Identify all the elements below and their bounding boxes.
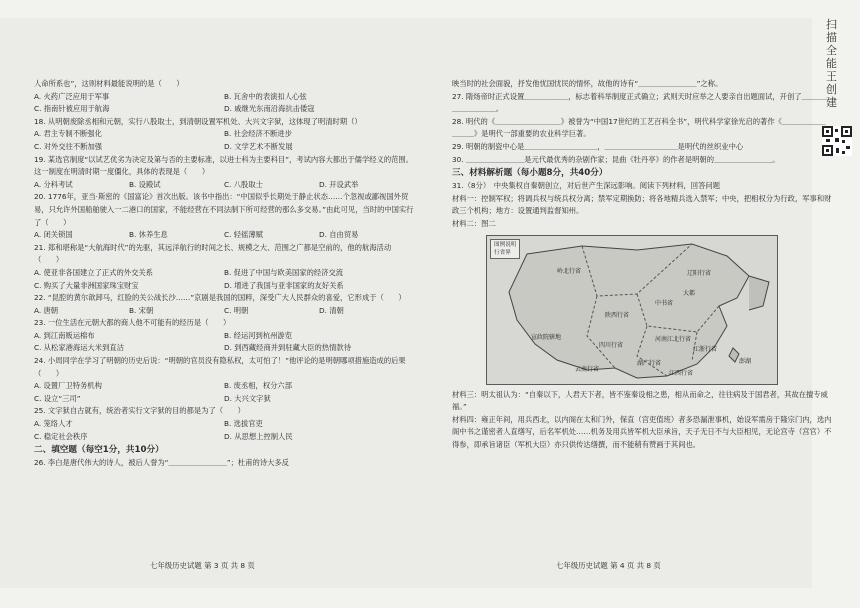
q22: 22. “昆腔的黄尔歆卸马，红脸的关公战长沙……”京剧是我国的国粹，深受广大人民群众的喜爱，它形成于（ ） xyxy=(34,293,406,303)
q31-material3: 材料三：明太祖认为：“自秦以下，人君天下者，皆不鉴秦设相之患，相从而命之，往往病及于国君者，其故在擅专威福。” xyxy=(452,389,828,412)
q30: 30. ＿＿＿＿＿＿＿＿是元代最优秀的杂剧作家；昆曲《牡丹亭》的作者是明朝的＿＿＿＿＿＿＿＿。 xyxy=(452,154,780,164)
q21: 21. 郑和堪称是“大航海时代”的先驱，其远洋航行的时间之长、规模之大、范围之广都是空前的，他的航海活动（ ） xyxy=(34,242,392,265)
q24: 24. 小周同学在学习了明朝的历史后说：“明朝的官员没有隐私权，太可怕了！”他评论的是明朝哪项措施造成的后果（ ） xyxy=(34,356,406,378)
q28: 28. 明代的《＿＿＿＿＿＿＿＿＿》被誉为“中国17世纪的工艺百科全书”，明代科学家徐光启的著作《＿＿＿＿＿＿＿＿＿》是明代一部重要的农业科学巨著。 xyxy=(452,116,826,139)
q17-options: A. 火药广泛应用于军事 B. 瓦舍中的表演扣人心弦 xyxy=(34,91,307,101)
q23: 23. 一位生活在元朝大都的商人他不可能有的经历是（ ） xyxy=(34,318,231,328)
q16-tail: 人命所系也”，这则材料最能说明的是（ ） xyxy=(34,79,184,88)
map-label-dadu: 大都 xyxy=(683,289,696,297)
q26-tail: 映当时的社会面貌，抒发他忧国忧民的情怀，故他的诗有“＿＿＿＿＿＿＿＿”之称。 xyxy=(452,79,723,88)
q31-material4: 材料四：雍正年间，用兵西北，以内阁在太和门外，保直（宫吏值班）者多恐漏泄事机，始设军需房于隆宗门内，选内阁中书之谨密者人直缮写，后名军机处……机务及用兵皆军机大臣承旨，天子无日不与大臣相见，无论宫寺（宫官）不得参，即承旨诸臣（军机大臣）亦只供传达缮撰，而不能稍有赞画于其间也。 xyxy=(452,414,832,449)
q26: 26. 李白是唐代伟大的诗人，被后人誉为“＿＿＿＿＿＿＿＿”；杜甫的诗大多反 xyxy=(34,458,289,468)
qr-code-icon xyxy=(822,126,852,156)
q31-material1: 材料一：控制军权；将调兵权与统兵权分离；禁军定期换防；将各地精兵选入禁军；中央，把相权分为行政，军事和财政三个机构；地方：设置通判监督知州。 xyxy=(452,193,832,216)
map-drawing xyxy=(487,236,777,384)
map-label-yunnan: 云南行省 xyxy=(575,365,600,373)
map-label-xuanzhengyuan: 宣政院辖地 xyxy=(531,333,562,341)
section-fill-in-title: 二、填空题（每空1分，共10分） xyxy=(34,445,164,456)
q25: 25. 文字狱自古就有，统治者实行文字狱的目的都是为了（ ） xyxy=(34,406,245,416)
map-label-sichuan: 四川行省 xyxy=(599,341,624,349)
map-label-huguang: 湖广行省 xyxy=(637,359,662,367)
map-label-penghu: 澎湖 xyxy=(739,357,752,365)
map-label-lingbei: 岭北行省 xyxy=(557,267,582,275)
section-analysis-title: 三、材料解析题（每小题8分，共40分） xyxy=(452,168,608,179)
q31-material2-label: 材料二：图二 xyxy=(452,218,496,228)
map-label-zhongshu: 中书省 xyxy=(655,299,674,307)
page-4 xyxy=(452,78,832,452)
page-3-footer: 七年级历史试题 第 3 页 共 8 页 xyxy=(150,561,255,570)
map-label-jiangxi: 江西行省 xyxy=(669,369,694,377)
map-label-jiangzhe: 江浙行省 xyxy=(693,345,718,353)
map-label-liaoyang: 辽阳行省 xyxy=(687,269,712,277)
yuan-dynasty-map xyxy=(486,235,778,385)
q31-intro: 31.（8分） 中央集权自秦朝创立，对后世产生深远影响。阅读下列材料，回答问题 xyxy=(452,181,720,191)
q27: 27. 隋炀帝时正式设置＿＿＿＿＿＿，标志着科举制度正式确立；武则天时应举之人要亲自出题面试，开创了＿＿＿＿＿＿＿＿＿＿。 xyxy=(452,91,831,114)
page-4-footer: 七年级历史试题 第 4 页 共 8 页 xyxy=(556,561,661,570)
map-legend: 图例说明 行省界 xyxy=(490,239,520,259)
map-label-henan: 河南江北行省 xyxy=(655,335,692,343)
q29: 29. 明朝的制瓷中心是＿＿＿＿＿＿＿＿＿＿，＿＿＿＿＿＿＿＿＿＿是明代的丝织业中心 xyxy=(452,141,744,151)
q20: 20. 1776年，亚当·斯密的《国富论》首次出版。该书中指出：“中国似乎长期处于静止状态……个忽视或鄙视国外贸易，只允许外国船舶驶入一二港口的国家，不能经营在不同法制下所可经营的那么多交易。”由此可见，当时的中国实行了（ ） xyxy=(34,192,414,227)
map-label-shaanxi: 陕西行省 xyxy=(605,311,630,319)
page-3: 人命所系也”，这则材料最能说明的是（ ） A. 火药广泛应用于军事 B. 瓦舍中的表演扣人心弦 C. 指南针被应用于航海 D. 戚继光东南沿海抗击倭寇 18. 从明朝废除丞相和元朝，实行八股取士，到清朝设置军机处、大兴文字狱，这体现了明清时期（） A. 君主专制不断强化 B. 社会经济不断进步 C. 对外交往不断加强 D. 文学艺术不断发展 19. 某选官制度“以试艺优劣为决定及第与否的主要标准，以进士科为主要科目”，考试内容大都出于儒学经义的范围。这一制度在明清时期一度僵化，具体的表现是（ ） A. 分科考试 B. 设殿试 C. 八股取士 D. 开设武举 20. 1776年，亚当·斯密的《国富论》首次出版。该书中指出：“中国似乎长期处于静止状态……个忽视或鄙视国外贸易，只允许外国船舶驶入一二港口的国家，不能经营在不同法制下所可经营的那么多交易。”由此可见，当时的中国实行了（ ） A. 闭关锁国 B. 休养生息 C. 轻徭薄赋 D. 自由贸易 21. 郑和堪称是“大航海时代”的先驱，其远洋航行的时间之长、规模之大、范围之广都是空前的，他的航海活动（ ） A. 使亚非各国建立了正式的外交关系 B. 促进了中国与欧美国家的经济交流 C. 购买了大量非洲国家珠宝财宝 D. 增进了我国与亚非国家的友好关系 22. “昆腔的黄尔歆卸马，红脸的关公战长沙……”京剧是我国的国粹，深受广大人民群众的喜爱，它形成于（ ） A. 唐朝 B. 宋朝 C. 明朝 D. 清朝 23. 一位生活在元朝大都的商人他不可能有的经历是（ ） A. 到江南贩运棉布 B. 经运河到杭州游览 C. 从松家港海运大米到直沽 D. 到西藏经商并到驻藏大臣的热情款待 24. 小周同学在学习了明朝的历史后说：“明朝的官员没有隐私权，太可怕了！”他评论的是明朝哪项措施造成的后果（ ） A. 设置厂卫特务机构 B. 废丞相，权分六部 C. 设立“三司” D. 大兴文字狱 25. 文字狱自古就有，统治者实行文字狱的目的都是为了（ ） A. 笼络人才 B. 选拔官吏 C. 稳定社会秩序 D. 从思想上控制人民 二、填空题（每空1分，共10分） 26. 李白是唐代伟大的诗人，被后人誉为“＿＿＿＿＿＿＿＿”；杜甫的诗大多反 xyxy=(34,78,414,470)
q19: 19. 某选官制度“以试艺优劣为决定及第与否的主要标准，以进士科为主要科目”，考试内容大都出于儒学经义的范围。这一制度在明清时期一度僵化，具体的表现是（ ） xyxy=(34,154,414,177)
camscanner-watermark: 扫描全能王 创建 xyxy=(826,18,837,109)
q18: 18. 从明朝废除丞相和元朝，实行八股取士，到清朝设置军机处、大兴文字狱，这体现了明清时期（） xyxy=(34,116,362,126)
